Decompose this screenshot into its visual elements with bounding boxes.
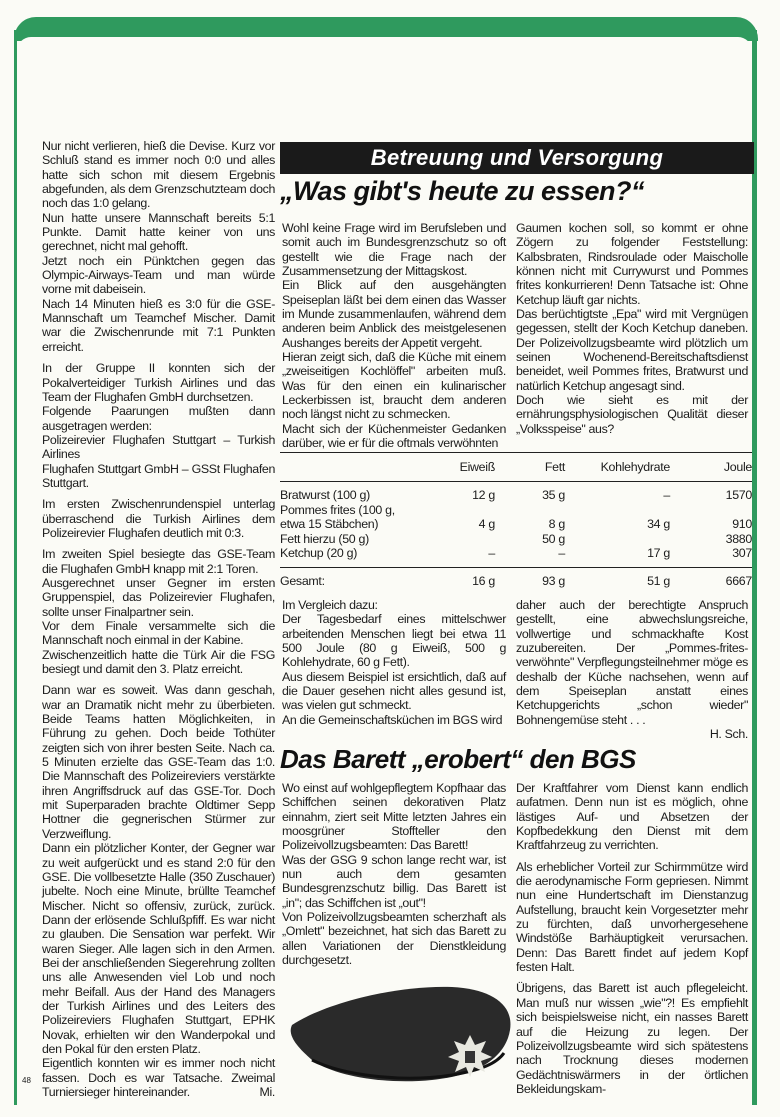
table-row [280,532,752,546]
paragraph: An die Gemeinschaftsküchen im BGS wird [282,712,503,727]
paragraph: Gaumen kochen soll, so kommt er ohne Zögern zu folgender Feststellung: Kalbsbraten, Rindsroulade oder Maischolle können nicht mit Currywurst und Pommes frites konkurrieren! Denn Tatsache ist: Ohne Ketchup läuft gar nichts. [516,221,748,307]
paragraph: Flughafen Stuttgart GmbH – GSSt Flughafen Stuttgart. [42,461,275,490]
paragraph: Nun hatte unsere Mannschaft bereits 5:1 Punkte. Damit hatte keiner von uns gerechnet, nicht mal gehofft. [42,210,275,254]
cell: 6667 [725,574,752,589]
cell: 16 g [472,574,495,589]
paragraph: Nur nicht verlieren, hieß die Devise. Kurz vor Schluß stand es immer noch 0:0 und alles hatte sich schon mit diesem Ergebnis abgefunden, als dem Grenzschutzteam doch noch das 1:0 gelang. [42,139,275,211]
paragraph: Hieran zeigt sich, daß die Küche mit einem „zweiseitigen Kochlöffel" arbeiten muß. Was für den einen ein kulinarischer Leckerbissen ist, braucht dem anderen noch längst nicht zu schmecken. [282,350,506,422]
cell: Pommes frites (100 g, [280,502,395,517]
paragraph: Im zweiten Spiel besiegte das GSE-Team die Flughafen GmbH knapp mit 2:1 Toren. [42,547,275,576]
cell: 307 [732,546,752,561]
table-row [280,503,752,517]
paragraph: Vor dem Finale versammelte sich die Mannschaft noch einmal in der Kabine. [42,619,275,648]
cell: Gesamt: [280,574,325,589]
paragraph: Von Polizeivollzugsbeamten scherzhaft als „Omlett" bezeichnet, hat sich das Barett zu allen Variationen der Dienstkleidung durchgesetzt. [282,910,506,968]
cell: 910 [732,517,752,532]
table-row [280,517,752,531]
cell: 4 g [478,517,495,532]
paragraph: Ein Blick auf den ausgehängten Speiseplan läßt bei dem einen das Wasser im Munde zusammenlaufen, während dem anderen beim Anblick des meistgelesenen Aushanges bereits der Appetit vergeht. [282,278,506,350]
cell [565,532,670,546]
cell: 3880 [725,531,752,546]
paragraph: Das berüchtigtste „Epa" wird mit Vergnügen gegessen, stellt der Koch Ketchup daneben. Der Polizeivollzugsbeamte wird plötzlich um seinen Wochenend-Bereitschaftsdienst beneidet, weil Pommes frites, Bratwurst und natürlich Ketchup angesagt sind. [516,307,748,393]
cell: 34 g [647,517,670,532]
article-title: Das Barett „erobert“ den BGS [280,744,636,774]
cell [670,503,752,517]
cell: 17 g [647,546,670,561]
paragraph: Nach 14 Minuten hieß es 3:0 für die GSE-Mannschaft um Teamchef Mischer. Damit war die Zwischenrunde mit 7:1 Punkten erreicht. [42,296,275,354]
column-header: Joule [723,460,752,474]
left-column-article [42,139,275,1099]
author-signature: Mi. [259,1085,275,1099]
cell: etwa 15 Stäbchen) [280,517,379,532]
cell: – [663,488,670,503]
paragraph: Im ersten Zwischenrundenspiel unterlag überraschend die Turkish Airlines dem Polizeirevier Flughafen deutlich mit 0:3. [42,497,275,540]
nutrition-table [280,452,752,589]
paragraph: Der Kraftfahrer vom Dienst kann endlich aufatmen. Denn nun ist es möglich, ohne lästiges Auf- und Absetzen der Kopfbedekkung den Dienst mit dem Kraftfahrzeug zu verrichten. [516,781,748,853]
paragraph: Wohl keine Frage wird im Berufsleben und somit auch im Bundesgrenzschutz so oft gestellt wie die Frage nach der Zusammensetzung der Mittagskost. [282,221,506,279]
author-signature: H. Sch. [709,727,748,742]
cell: 35 g [542,488,565,503]
paragraph: Als erheblicher Vorteil zur Schirmmütze wird die aerodynamische Form gepriesen. Nimmt nun eine Hundertschaft im Dienstanzug Aufstellung, braucht kein Vorgesetzter mehr zu fürchten, daß unvorhergesehene Windstöße Barhäuptigkeit verursachen. Denn: Das Barett findet auf jedem Kopf festen Halt. [516,859,748,975]
paragraph: Der Tagesbedarf eines mittelschwer arbeitenden Menschen liegt bei etwa 11 500 Joule (80 g Eiweiß, 500 g Kohlehydrate, 60 g Fett). [282,612,506,670]
cell: 12 g [472,488,495,503]
cell: 51 g [647,574,670,589]
cell: 50 g [542,531,565,546]
article-title: „Was gibt's heute zu essen?“ [280,176,644,206]
article2-column-2 [516,781,748,1096]
paragraph: Zwischenzeitlich hatte die Türk Air die FSG besiegt und damit den 3. Platz erreicht. [42,647,275,677]
green-frame-right [752,30,757,1105]
paragraph [42,1056,275,1099]
paragraph: Jetzt noch ein Pünktchen gegen das Olympic-Airways-Team und man würde vorne mit dabeisein. [42,253,275,297]
table-total-row [280,568,752,589]
cell [440,532,495,546]
beret-photo [282,975,522,1090]
cell: Fett hierzu (50 g) [280,531,369,546]
paragraph: Ausgerechnet unser Gegner im ersten Gruppenspiel, das Polizeirevier Flughafen, sollte unser Finalpartner sein. [42,575,275,619]
cell [495,503,565,517]
cell: – [488,546,495,561]
paragraph: Polizeirevier Flughafen Stuttgart – Turkish Airlines [42,432,275,462]
page-number: 48 [22,1076,31,1085]
article2-column-1 [282,781,506,967]
paragraph: daher auch der berechtigte Anspruch gestellt, eine abwechslungsreiche, vollwertige und schmackhafte Kost zuzubereiten. Der „Pommes-frites-verwöhnte" Verpflegungsteilnehmer möge es deshalb der Küche nachsehen, wenn auf dem Speiseplan anstatt eines Ketchupgerichts „schon wieder" Bohnengemüse steht . . . [516,598,748,727]
table-header-row [280,453,752,482]
paragraph: Wo einst auf wohlgepflegtem Kopfhaar das Schiffchen seinen dekorativen Platz einnahm, ziert seit Mitte letzten Jahres ein moosgrüner Stoffteller den Polizeivollzugsbeamten: Das Barett! [282,781,506,853]
paragraph: Übrigens, das Barett ist auch pflegeleicht. Man muß nur wissen „wie"?! Es empfiehlt sich beispielsweise nicht, ein nasses Barett auf die Heizung zu legen. Der Polizeivollzugsbeamte wird sich spätestens nach Trocknung dieses modernen Gedächtniswärmers in der örtlichen Bekleidungskam- [516,981,748,1096]
article1-column-2 [516,221,748,436]
cell: Ketchup (20 g) [280,546,358,561]
paragraph: Folgende Paarungen mußten dann ausgetragen werden: [42,404,275,433]
cell: – [558,546,565,561]
paragraph: Im Vergleich dazu: [282,598,378,612]
cell: 1570 [725,488,752,503]
article1-column-3 [282,598,506,727]
table-row [280,482,752,503]
section-heading: Betreuung und Versorgung [280,142,754,174]
paragraph: Aus diesem Beispiel ist ersichtlich, daß auf die Dauer gesehen nicht alles gesund ist, was vielen gut schmeckt. [282,669,506,713]
cell [565,503,670,517]
cell: 8 g [548,517,565,532]
paragraph: Macht sich der Küchenmeister Gedanken darüber, wie er für die oftmals verwöhnten [282,421,506,451]
column-header: Eiweiß [459,460,495,474]
column-header: Fett [544,460,565,474]
table-row [280,546,752,568]
cell: 93 g [542,574,565,589]
paragraph: Doch wie sieht es mit der ernährungsphysiologischen Qualität dieser „Volksspeise" aus? [516,393,748,436]
paragraph: In der Gruppe II konnten sich der Pokalverteidiger Turkish Airlines und das Team der Flughafen GmbH durchsetzen. [42,361,275,404]
paragraph: Dann ein plötzlicher Konter, der Gegner war zu weit aufgerückt und es stand 2:0 für den GSE. Die vollbesetzte Halle (350 Zuschauer) jubelte. Noch eine Minute, brüllte Teamchef Mischer. Nicht so offensiv, zurück, zurück. Dann der erlösende Schlußpfiff. Es war nicht zu glauben. Die Sensation war perfekt. Wir waren Sieger. Alle lagen sich in den Armen. Bei der anschließenden Siegerehrung zollten uns alle Anwesenden viel Lob und noch mehr Beifall. Aus der Hand des Managers der Turkish Airlines und des Leiters des Polizeireviers Flughafen Stuttgart, EPHK Novak, erhielten wir den Wanderpokal und den Pokal für den ersten Platz. [42,841,275,1056]
paragraph: Dann war es soweit. Was dann geschah, war an Dramatik nicht mehr zu überbieten. Beide Teams hatten Möglichkeiten, in Führung zu gehen. Doch beide Tothüter zeigten sich von ihrer besten Seite. Nach ca. 5 Minuten erzielte das GSE-Team das 1:0. Die Mannschaft des Polizeireviers verstärkte ihren Angriffsdruck auf das GSE-Tor. Doch mit Superparaden brachte Oldtimer Sepp Hottner die gegnerischen Stürmer zur Verzweiflung. [42,683,275,841]
cell [440,503,495,517]
article1-column-4 [516,598,748,741]
paragraph: Was der GSG 9 schon lange recht war, ist nun auch dem gesamten Bundesgrenzschutz billig. Das Barett ist „in"; das Schiffchen ist „out"! [282,852,506,910]
paragraph-text: Eigentlich konnten wir es immer noch nicht fassen. Doch es war Tatsache. Zweimal Turniersieger hintereinander. [42,1056,275,1099]
cell: Bratwurst (100 g) [280,488,370,503]
column-header [280,453,440,482]
article1-column-1 [282,221,506,451]
column-header: Kohlehydrate [600,460,670,474]
